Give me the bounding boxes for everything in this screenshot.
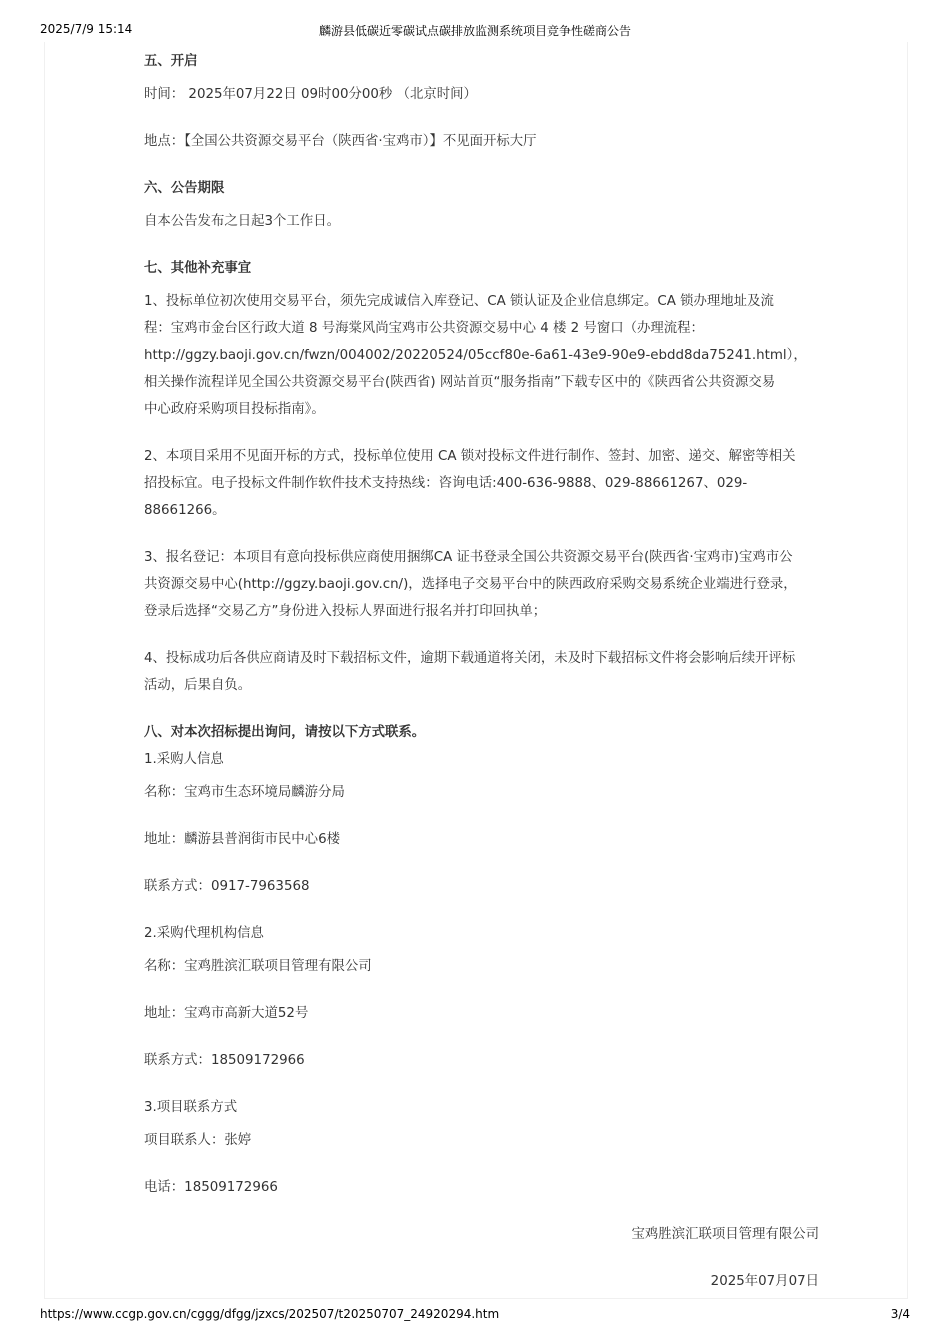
section-heading-opening: 五、开启 [144,54,198,69]
text-line: 活动，后果自负。 [144,678,252,693]
print-footer [0,1307,950,1327]
section-heading-contact: 八、对本次招标提出询问，请按以下方式联系。 [144,725,426,740]
text-line: 登录后选择“交易乙方”身份进入投标人界面进行报名并打印回执单； [144,604,547,619]
announcement-body [144,48,819,1295]
signature-org: 宝鸡胜滨汇联项目管理有限公司 [631,1227,819,1242]
agency-address: 地址：宝鸡市高新大道52号 [144,1006,309,1021]
document-title: 麟游县低碳近零碳试点碳排放监测系统项目竞争性磋商公告 [318,24,631,38]
purchaser-title: 1.采购人信息 [144,752,224,767]
text-line: 程：宝鸡市金台区行政大道 8 号海棠风尚宝鸡市公共资源交易中心 4 楼 2 号窗口（办理流程： [144,321,704,336]
announcement-period: 自本公告发布之日起3个工作日。 [144,214,340,229]
text-line: 共资源交易中心(http://ggzy.baoji.gov.cn/)，选择电子交易平台中的陕西政府采购交易系统企业端进行登录， [144,577,797,592]
print-header [0,22,950,42]
project-contact-phone: 电话：18509172966 [144,1180,278,1195]
purchaser-contact: 联系方式：0917-7963568 [144,879,310,894]
text-line: 1、投标单位初次使用交易平台，须先完成诚信入库登记、CA 锁认证及企业信息绑定。CA 锁办理地址及流 [144,294,774,309]
opening-place: 地点：【全国公共资源交易平台（陕西省·宝鸡市）】不见面开标大厅 [144,134,537,149]
agency-contact: 联系方式：18509172966 [144,1053,305,1068]
supplementary-item-4 [144,645,819,699]
opening-time: 时间： 2025年07月22日 09时00分00秒 （北京时间） [144,87,477,102]
purchaser-name: 名称：宝鸡市生态环境局麟游分局 [144,785,345,800]
text-line: 相关操作流程详见全国公共资源交易平台(陕西省) 网站首页“服务指南”下载专区中的《陕西省公共资源交易 [144,375,776,390]
text-line: 2、本项目采用不见面开标的方式，投标单位使用 CA 锁对投标文件进行制作、签封、加密、递交、解密等相关 [144,449,796,464]
page-number: 3/4 [890,1307,910,1321]
text-line: 3、报名登记：本项目有意向投标供应商使用捆绑CA 证书登录全国公共资源交易平台(陕西省·宝鸡市)宝鸡市公 [144,550,793,565]
text-line: 88661266。 [144,503,226,518]
agency-title: 2.采购代理机构信息 [144,926,264,941]
section-heading-supplementary: 七、其他补充事宜 [144,261,252,276]
supplementary-item-2 [144,443,819,524]
text-line: 4、投标成功后各供应商请及时下载招标文件，逾期下载通道将关闭，未及时下载招标文件将会影响后续开评标 [144,651,796,666]
text-line: 中心政府采购项目投标指南》。 [144,402,325,417]
print-datetime: 2025/7/9 15:14 [40,22,133,36]
supplementary-item-1 [144,288,819,423]
text-line: http://ggzy.baoji.gov.cn/fwzn/004002/20220524/05ccf80e-6a61-43e9-90e9-ebdd8da75241.html）， [144,348,807,363]
section-heading-period: 六、公告期限 [144,181,225,196]
agency-name: 名称：宝鸡胜滨汇联项目管理有限公司 [144,959,372,974]
signature-date: 2025年07月07日 [710,1274,819,1289]
project-contact-title: 3.项目联系方式 [144,1100,238,1115]
project-contact-person: 项目联系人：张婷 [144,1133,252,1148]
page-url: https://www.ccgp.gov.cn/cggg/dfgg/jzxcs/202507/t20250707_24920294.htm [40,1307,500,1321]
supplementary-item-3 [144,544,819,625]
purchaser-address: 地址：麟游县普润街市民中心6楼 [144,832,340,847]
text-line: 招投标宜。电子投标文件制作软件技术支持热线：咨询电话:400-636-9888、029-88661267、029- [144,476,748,491]
